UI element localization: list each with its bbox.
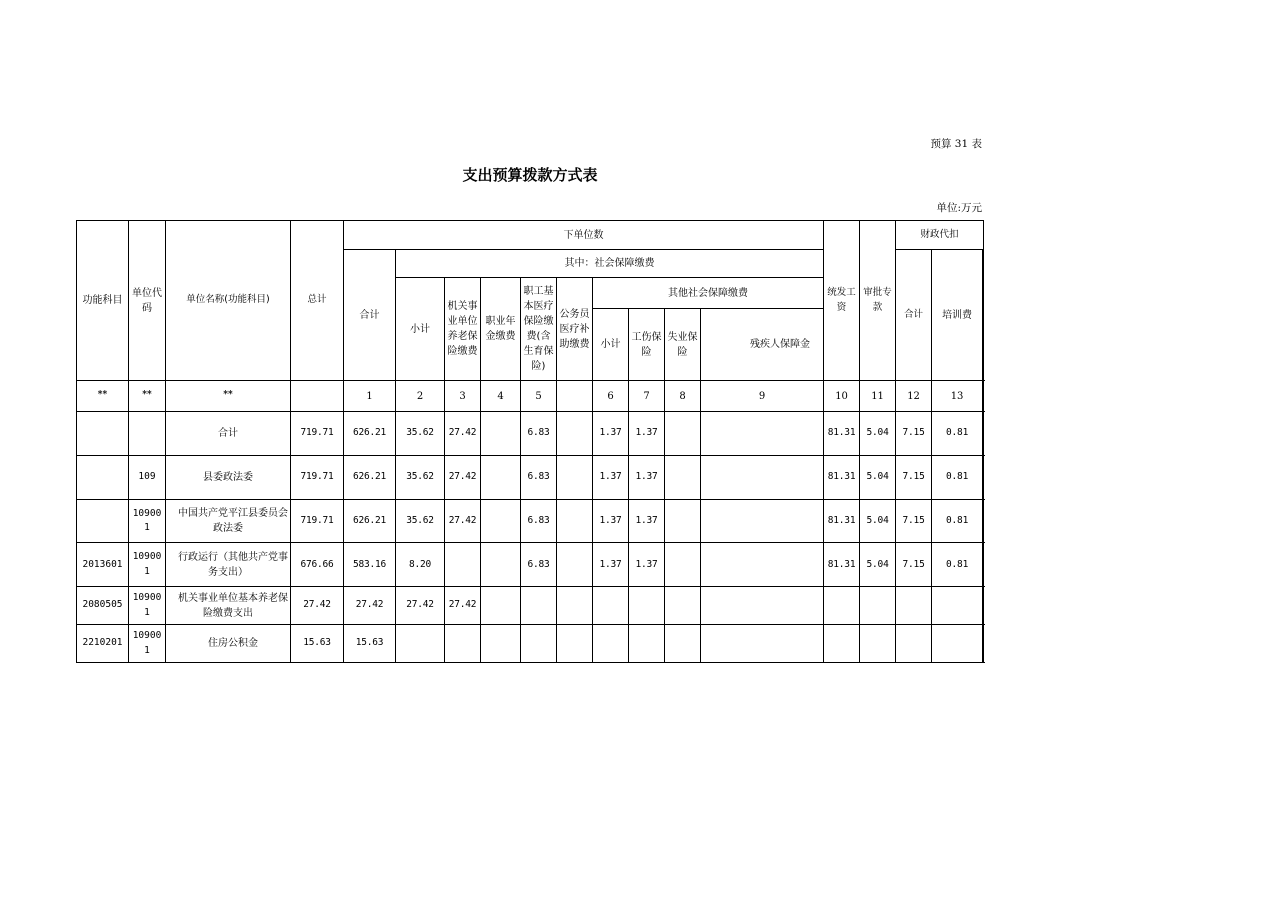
- cell-c11: 5.04: [860, 499, 896, 543]
- cell-c13: 0.81: [932, 543, 983, 587]
- cell-c4: [481, 412, 521, 456]
- unit-name-text: 合计: [218, 427, 238, 439]
- cell-c5: 6.83: [521, 455, 557, 499]
- cell-c9: [701, 499, 824, 543]
- header-unit-code: 单位代码: [129, 221, 166, 381]
- cell-unit-code: 109: [129, 455, 166, 499]
- cell-unit-code: 109001: [129, 499, 166, 543]
- cell-c8: [665, 412, 701, 456]
- cell-c7: 1.37: [629, 543, 665, 587]
- unit-name-text: 中国共产党平江县委员会政法委: [178, 507, 288, 534]
- index-row: [77, 381, 984, 412]
- unit-name-text: 机关事业单位基本养老保险缴费支出: [178, 592, 288, 619]
- cell-c3: 27.42: [445, 412, 481, 456]
- cell-c12: [896, 587, 932, 625]
- index-num: 6: [593, 381, 629, 412]
- cell-c2: [396, 625, 445, 663]
- table-row: [77, 412, 984, 456]
- cell-c8: [665, 625, 701, 663]
- header-annuity: 职业年金缴费: [481, 278, 521, 381]
- cell-c2: 35.62: [396, 412, 445, 456]
- index-num: 2: [396, 381, 445, 412]
- cell-unit-name: [166, 625, 291, 663]
- cell-c4: [481, 625, 521, 663]
- header-unit-name: 单位名称(功能科目): [166, 221, 291, 381]
- cell-c12: 7.15: [896, 499, 932, 543]
- cell-c5b: [557, 499, 593, 543]
- unit-name-text: 住房公积金: [208, 638, 258, 649]
- header-lower-units: 下单位数: [344, 221, 824, 250]
- header-unemployment: 失业保险: [665, 309, 701, 381]
- cell-func-code: [77, 455, 129, 499]
- cell-c10: 81.31: [824, 455, 860, 499]
- cell-c5: [521, 587, 557, 625]
- table-row: [77, 587, 984, 625]
- index-num: 7: [629, 381, 665, 412]
- cell-total: 719.71: [291, 412, 344, 456]
- cell-c11: [860, 625, 896, 663]
- cell-c6: 1.37: [593, 455, 629, 499]
- cell-total: 27.42: [291, 587, 344, 625]
- cell-total: 15.63: [291, 625, 344, 663]
- cell-c5: 6.83: [521, 499, 557, 543]
- cell-c9: [701, 455, 824, 499]
- cell-c5: 6.83: [521, 543, 557, 587]
- header-disability: 残疾人保障金: [701, 309, 860, 381]
- cell-c13: [932, 625, 983, 663]
- cell-c10: 81.31: [824, 499, 860, 543]
- cell-c3: 27.42: [445, 455, 481, 499]
- index-num: 4: [481, 381, 521, 412]
- page-title: 支出预算拨款方式表: [462, 166, 598, 184]
- cell-unit-name: [166, 455, 291, 499]
- cell-c12: 7.15: [896, 543, 932, 587]
- cell-c3: [445, 543, 481, 587]
- cell-c13: 0.81: [932, 499, 983, 543]
- index-cell-blank: [557, 381, 593, 412]
- cell-c1: 583.16: [344, 543, 396, 587]
- cell-c6: 1.37: [593, 499, 629, 543]
- cell-c9: [701, 543, 824, 587]
- unit-name-text: 县委政法委: [203, 471, 253, 483]
- header-medical: 职工基本医疗保险缴费(含生育保险): [521, 278, 557, 381]
- cell-c3: 27.42: [445, 499, 481, 543]
- cell-c7: [629, 625, 665, 663]
- budget-table: [76, 220, 984, 663]
- cell-c6: 1.37: [593, 543, 629, 587]
- index-num: 11: [860, 381, 896, 412]
- cell-unit-name: [166, 499, 291, 543]
- cell-c13: [932, 587, 983, 625]
- table-row: [77, 625, 984, 663]
- cell-c7: 1.37: [629, 455, 665, 499]
- header-training: 培训费: [932, 250, 983, 381]
- cell-c11: [860, 587, 896, 625]
- table-row: [77, 543, 984, 587]
- index-num: 1: [344, 381, 396, 412]
- cell-unit-name: [166, 587, 291, 625]
- index-num: 8: [665, 381, 701, 412]
- index-star-3: **: [166, 381, 291, 412]
- cell-unit-code: 109001: [129, 587, 166, 625]
- cell-c8: [665, 455, 701, 499]
- header-approved: 审批专款: [860, 221, 896, 381]
- cell-c2: 8.20: [396, 543, 445, 587]
- cell-c13: 0.81: [932, 412, 983, 456]
- cell-c7: 1.37: [629, 499, 665, 543]
- cell-c5b: [557, 625, 593, 663]
- cell-c4: [481, 587, 521, 625]
- cell-c8: [665, 499, 701, 543]
- cell-func-code: 2080505: [77, 587, 129, 625]
- header-fiscal-deduction: 财政代扣: [896, 221, 984, 250]
- cell-c13: 0.81: [932, 455, 983, 499]
- cell-c10: [824, 625, 860, 663]
- cell-c5: [521, 625, 557, 663]
- cell-c1: 27.42: [344, 587, 396, 625]
- index-num: 5: [521, 381, 557, 412]
- cell-c10: [824, 587, 860, 625]
- cell-c11: 5.04: [860, 412, 896, 456]
- cell-unit-code: [129, 412, 166, 456]
- cell-c12: [896, 625, 932, 663]
- header-fd-total: 合计: [896, 250, 932, 381]
- cell-func-code: [77, 499, 129, 543]
- cell-c2: 27.42: [396, 587, 445, 625]
- index-star-2: **: [129, 381, 166, 412]
- header-injury: 工伤保险: [629, 309, 665, 381]
- cell-total: 719.71: [291, 455, 344, 499]
- index-num: 10: [824, 381, 860, 412]
- cell-c3: [445, 625, 481, 663]
- cell-c4: [481, 543, 521, 587]
- cell-c1: 626.21: [344, 412, 396, 456]
- cell-unit-code: 109001: [129, 625, 166, 663]
- cell-c2: 35.62: [396, 455, 445, 499]
- cell-c10: 81.31: [824, 543, 860, 587]
- header-total: 总计: [291, 221, 344, 381]
- cell-c5b: [557, 412, 593, 456]
- header-ss-subtotal: 小计: [396, 278, 445, 381]
- header-other-subtotal: 小计: [593, 309, 629, 381]
- cell-total: 676.66: [291, 543, 344, 587]
- cell-c4: [481, 455, 521, 499]
- index-cell-blank: [291, 381, 344, 412]
- cell-func-code: 2013601: [77, 543, 129, 587]
- table-row: [77, 499, 984, 543]
- cell-c1: 15.63: [344, 625, 396, 663]
- cell-func-code: 2210201: [77, 625, 129, 663]
- cell-total: 719.71: [291, 499, 344, 543]
- cell-c5b: [557, 587, 593, 625]
- table-number: 预算 31 表: [930, 138, 982, 150]
- cell-unit-code: 109001: [129, 543, 166, 587]
- unit-name-text: 行政运行（其他共产党事务支出）: [178, 551, 288, 578]
- header-salary: 统发工资: [824, 221, 860, 381]
- cell-c3: 27.42: [445, 587, 481, 625]
- header-lower-total: 合计: [344, 250, 396, 381]
- header-func-code: 功能科目: [77, 221, 129, 381]
- header-social-security: 其中：社会保障缴费: [396, 250, 824, 278]
- cell-c2: 35.62: [396, 499, 445, 543]
- header-civil-medical: 公务员医疗补助缴费: [557, 278, 593, 381]
- unit-label: 单位:万元: [936, 202, 982, 214]
- index-num: 9: [701, 381, 824, 412]
- cell-c5b: [557, 455, 593, 499]
- cell-c6: [593, 625, 629, 663]
- table-row: [77, 455, 984, 499]
- cell-c9: [701, 625, 824, 663]
- index-star-1: **: [77, 381, 129, 412]
- cell-c5b: [557, 543, 593, 587]
- cell-c10: 81.31: [824, 412, 860, 456]
- cell-c7: [629, 587, 665, 625]
- cell-c9: [701, 412, 824, 456]
- cell-c6: [593, 587, 629, 625]
- cell-c9: [701, 587, 824, 625]
- cell-c8: [665, 587, 701, 625]
- header-row-1: [77, 221, 984, 250]
- cell-c12: 7.15: [896, 455, 932, 499]
- cell-c7: 1.37: [629, 412, 665, 456]
- cell-c11: 5.04: [860, 543, 896, 587]
- cell-c12: 7.15: [896, 412, 932, 456]
- cell-unit-name: [166, 543, 291, 587]
- index-num: 13: [932, 381, 983, 412]
- index-num: 12: [896, 381, 932, 412]
- header-pension: 机关事业单位养老保险缴费: [445, 278, 481, 381]
- cell-func-code: [77, 412, 129, 456]
- cell-c1: 626.21: [344, 499, 396, 543]
- cell-c8: [665, 543, 701, 587]
- cell-c11: 5.04: [860, 455, 896, 499]
- index-num: 3: [445, 381, 481, 412]
- cell-c5: 6.83: [521, 412, 557, 456]
- cell-c6: 1.37: [593, 412, 629, 456]
- cell-c4: [481, 499, 521, 543]
- cell-c1: 626.21: [344, 455, 396, 499]
- header-other-ss: 其他社会保障缴费: [593, 278, 824, 309]
- data-rows: [77, 412, 984, 663]
- cell-unit-name: [166, 412, 291, 456]
